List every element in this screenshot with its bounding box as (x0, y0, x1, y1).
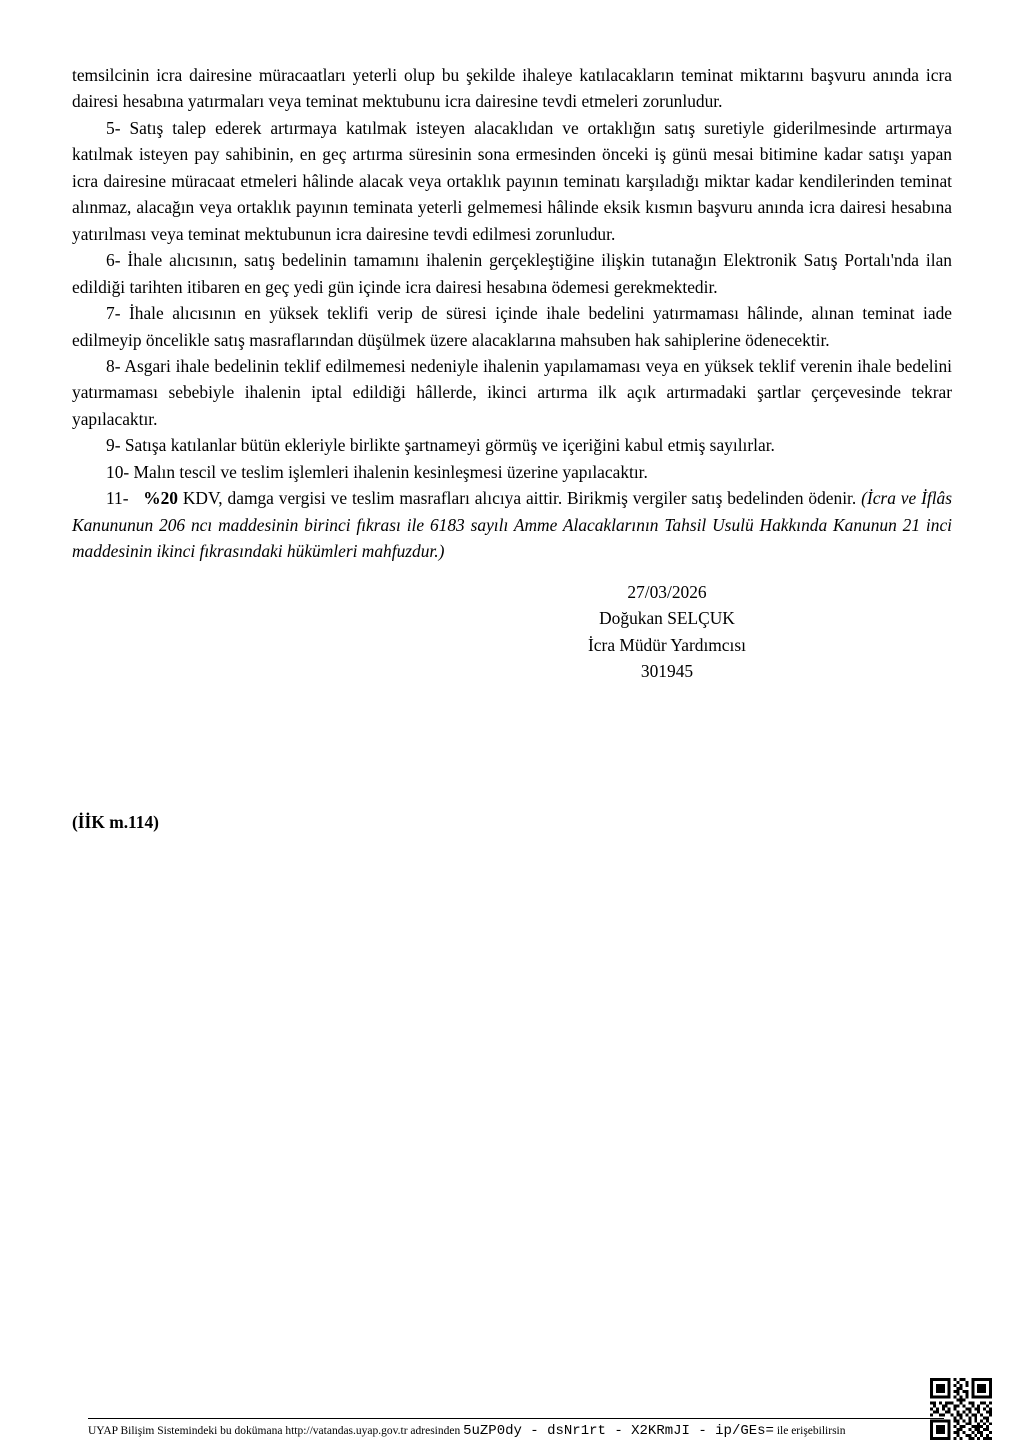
document-body (72, 62, 952, 684)
footer-access-code: 5uZP0dy - dsNr1rt - X2KRmJI - ip/GEs= (463, 1423, 774, 1439)
signature-date: 27/03/2026 (627, 581, 707, 602)
footer-text-before: UYAP Bilişim Sistemindeki bu dokümana http://vatandas.uyap.gov.tr adresinden (88, 1425, 464, 1437)
paragraph-11-kdv-rate: %20 (143, 488, 178, 509)
signature-title: İcra Müdür Yardımcısı (588, 634, 746, 655)
legal-reference: (İİK m.114) (72, 812, 159, 832)
signature-number: 301945 (640, 660, 694, 681)
paragraph-10: 10- Malın tescil ve teslim işlemleri ihalenin kesinleşmesi üzerine yapılacaktır. (106, 461, 648, 482)
paragraph-7: 7- İhale alıcısının en yüksek teklifi verip de süresi içinde ihale bedelini yatırmaması hâlinde, alınan teminat iade edilmeyip öncelikle satış masraflarından düşülmek üzere alacaklarına mahsuben hak sahiplerine ödenecektir. (72, 303, 952, 350)
footer-text-after: ile erişebilirsin (773, 1425, 846, 1437)
footer-access-note (88, 1418, 944, 1439)
paragraph-11 (72, 485, 952, 564)
paragraph-11-legal-note: (İcra ve İflâs Kanununun 206 ncı maddesinin birinci fıkrası ile 6183 sayılı Amme Alacaklarının Tahsil Usulü Hakkında Kanunun 21 inci maddesinin ikinci fıkrasındaki hükümleri mahfuzdur.) (72, 488, 953, 562)
signature-block (72, 579, 952, 685)
paragraph-9: 9- Satışa katılanlar bütün ekleriyle birlikte şartnameyi görmüş ve içeriğini kabul etmiş sayılırlar. (106, 435, 775, 456)
paragraph-5: 5- Satış talep ederek artırmaya katılmak isteyen alacaklıdan ve ortaklığın satış suretiyle giderilmesinde artırmaya katılmak isteyen pay sahibinin, en geç artırma süresinin sona ermesinden önceki iş günü mesai bitimine kadar satışı yapan icra dairesine müracaat etmeleri hâlinde alacak veya ortaklık payının teminatı karşıladığı miktar kadar kendilerinden teminat alınmaz, alacağın veya ortaklık payının teminata yeterli gelmemesi hâlinde eksik kısmın başvuru anında icra dairesi hesabına yatırılması veya teminat mektubunun icra dairesine tevdi edilmesi zorunludur. (72, 117, 952, 244)
signature-name: Doğukan SELÇUK (599, 608, 735, 629)
paragraph-continuation: temsilcinin icra dairesine müracaatları yeterli olup bu şekilde ihaleye katılacakların teminat miktarını başvuru anında icra dairesi hesabına yatırmaları veya teminat mektubunu icra dairesine tevdi etmeleri zorunludur. (72, 65, 952, 112)
paragraph-11-number: 11- (106, 488, 129, 509)
paragraph-8: 8- Asgari ihale bedelinin teklif edilmemesi nedeniyle ihalenin yapılamaması veya en yüksek teklif verenin ihale bedelini yatırmaması sebebiyle ihalenin iptal edildiği hâllerde, ikinci artırma ilk açık artırmadaki şartlar çerçevesinde tekrar yapılacaktır. (72, 355, 952, 429)
paragraph-6: 6- İhale alıcısının, satış bedelinin tamamını ihalenin gerçekleştiğine ilişkin tutanağın Elektronik Satış Portalı'nda ilan edildiği tarihten itibaren en geç yedi gün içinde icra dairesi hesabına ödemesi gerekmektedir. (72, 250, 952, 297)
paragraph-11-text: KDV, damga vergisi ve teslim masrafları alıcıya aittir. Birikmiş vergiler satış bedelinden ödenir. (177, 488, 862, 509)
